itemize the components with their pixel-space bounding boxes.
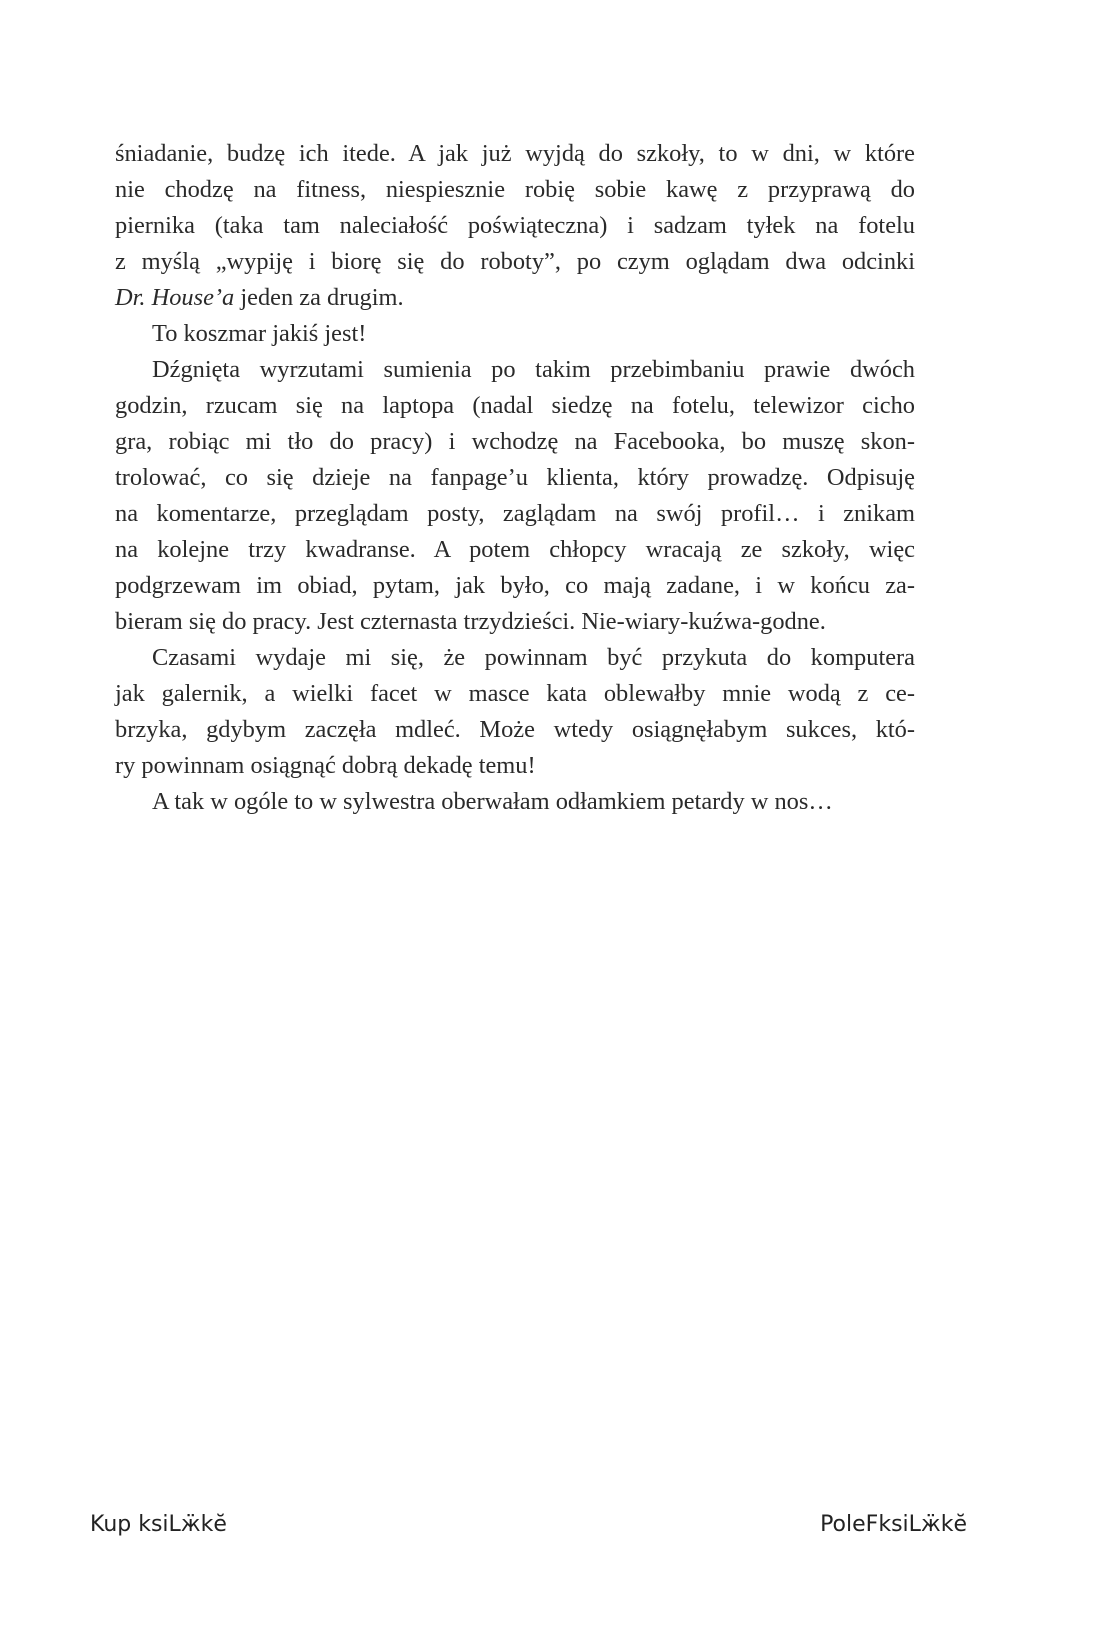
text-line: z myślą „wypiję i biorę się do roboty”, po czym oglądam dwa odcinki bbox=[115, 248, 915, 275]
page-body-text bbox=[115, 136, 915, 820]
text-line: bieram się do pracy. Jest czternasta trzydzieści. Nie-wiary-kuźwa-godne. bbox=[115, 608, 826, 635]
text-line: śniadanie, budzę ich itede. A jak już wyjdą do szkoły, to w dni, w które bbox=[115, 140, 915, 167]
text-line: nie chodzę na fitness, niespiesznie robię sobie kawę z przyprawą do bbox=[115, 176, 915, 203]
text-fragment: jeden za drugim. bbox=[234, 284, 404, 311]
text-line: A tak w ogóle to w sylwestra oberwałam odłamkiem petardy w nos… bbox=[152, 788, 833, 815]
buy-book-link[interactable]: Kup ksiLӝkӗ bbox=[90, 1512, 227, 1537]
text-line: Czasami wydaje mi się, że powinnam być przykuta do komputera bbox=[152, 644, 915, 671]
text-line: godzin, rzucam się na laptopa (nadal siedzę na fotelu, telewizor cicho bbox=[115, 392, 915, 419]
text-line bbox=[115, 280, 915, 316]
text-line: gra, robiąc mi tło do pracy) i wchodzę na Facebooka, bo muszę skon- bbox=[115, 428, 915, 455]
text-line: brzyka, gdybym zaczęła mdleć. Może wtedy osiągnęłabym sukces, któ- bbox=[115, 716, 915, 743]
text-line: na komentarze, przeglądam posty, zaglądam na swój profil… i znikam bbox=[115, 500, 915, 527]
text-line: piernika (taka tam naleciałość poświąteczna) i sadzam tyłek na fotelu bbox=[115, 212, 915, 239]
text-line: na kolejne trzy kwadranse. A potem chłopcy wracają ze szkoły, więc bbox=[115, 536, 915, 563]
text-line: podgrzewam im obiad, pytam, jak było, co mają zadane, i w końcu za- bbox=[115, 572, 915, 599]
text-line: ry powinnam osiągnąć dobrą dekadę temu! bbox=[115, 752, 536, 779]
text-line: Dźgnięta wyrzutami sumienia po takim przebimbaniu prawie dwóch bbox=[152, 356, 915, 383]
text-line: To koszmar jakiś jest! bbox=[152, 320, 367, 347]
text-line: jak galernik, a wielki facet w masce kata oblewałby mnie wodą z ce- bbox=[115, 680, 915, 707]
book-title-italic: Dr. House’a bbox=[115, 284, 235, 311]
recommend-book-link[interactable]: PoleFksiLӝkӗ bbox=[820, 1512, 967, 1537]
text-line: trolować, co się dzieje na fanpage’u klienta, który prowadzę. Odpisuję bbox=[115, 464, 915, 491]
